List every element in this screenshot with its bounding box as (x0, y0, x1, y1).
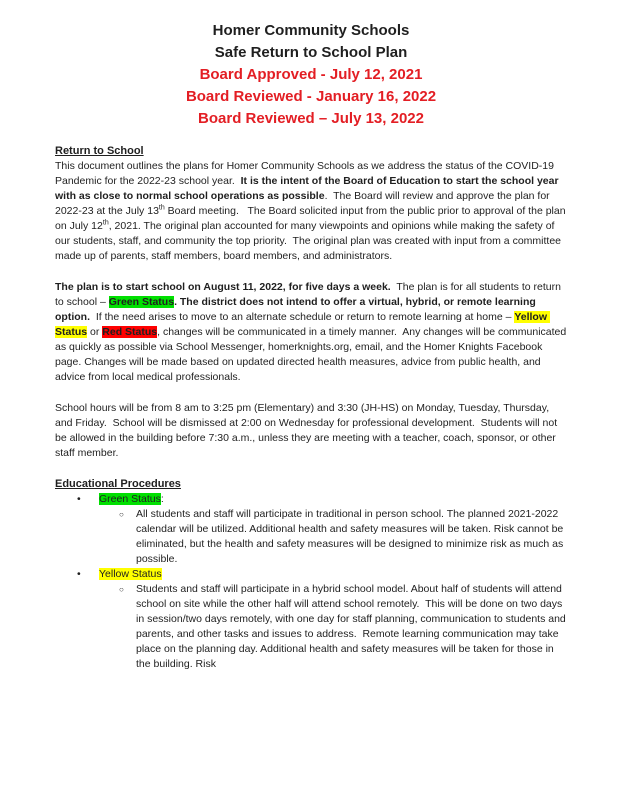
bullet-circle-icon: ○ (119, 510, 124, 519)
text-run: The plan is for all students to return to school – (55, 281, 564, 308)
text-run: It is the intent of the Board of Education to start the school year with as close to normal school operations as possible (55, 175, 562, 202)
document-title: Homer Community Schools (212, 22, 410, 39)
text-run: th (102, 219, 109, 227)
text-run: th (158, 204, 165, 212)
text-run: If the need arises to move to an alternate schedule or return to remote learning at home – (90, 311, 515, 323)
text-run: This document outlines the plans for Homer Community Schools as we address the status of the COVID-19 Pandemic for the 2022-23 school year. (55, 160, 557, 187)
text-run: , 2021. The original plan accounted for many viewpoints and opinions while making the safety of our students, staff, and community the top priority. The original plan was created with input from a committee made up of parents, staff members, board members, and administrators. (55, 220, 564, 262)
paragraph-intro (55, 159, 567, 264)
bullet-green-status-label (99, 492, 567, 507)
text-run: Green Status (99, 493, 161, 505)
bullet-green-status-detail (55, 507, 567, 567)
section-heading-return-to-school: Return to School (55, 145, 144, 157)
text-run: : (160, 493, 164, 505)
text-run: The plan is to start school on August 11, 2022, for five days a week. (55, 281, 391, 293)
bullet-yellow-status (55, 567, 567, 582)
text-run: Board meeting. The Board solicited input from the public prior to approval of the plan on July 12 (55, 205, 569, 232)
paragraph-plan-status (55, 280, 570, 385)
section-heading-educational-procedures: Educational Procedures (55, 478, 181, 490)
bullet-dot-icon: • (77, 568, 81, 580)
board-reviewed-line-2: Board Reviewed – July 13, 2022 (198, 110, 424, 127)
text-run: Yellow Status (99, 568, 162, 580)
text-run: Green Status (108, 296, 175, 308)
text-run: Red Status (102, 326, 158, 338)
document-title-block (55, 20, 567, 130)
paragraph-school-hours: School hours will be from 8 am to 3:25 pm (Elementary) and 3:30 (JH-HS) on Monday, Tuesday, Thursday, and Friday. School will be dismissed at 2:00 on Wednesday for professional development. Students will not be allowed in the building before 7:30 a.m., unless they are meeting with a teacher, coach, sponsor, or other staff member. (55, 402, 561, 459)
bullet-green-status (55, 492, 567, 507)
bullet-yellow-status-detail (55, 582, 567, 672)
bullet-green-status-detail-text: All students and staff will participate in traditional in person school. The planned 2021-2022 calendar will be utilized. Additional health and safety measures will be taken. Risk cannot be eliminated, but the health and safety measures will be designed to minimize risk as much as possible. (136, 508, 567, 565)
board-reviewed-line-1: Board Reviewed - January 16, 2022 (185, 88, 437, 105)
document-subtitle: Safe Return to School Plan (214, 44, 408, 61)
bullet-dot-icon: • (77, 493, 81, 505)
board-approved-line: Board Approved - July 12, 2021 (199, 66, 423, 83)
bullet-circle-icon: ○ (119, 585, 124, 594)
text-run: , changes will be communicated in a timely manner. Any changes will be communicated as quickly as possible via School Messenger, homerknights.org, email, and the Homer Knights Facebook page. Changes will be made based on updated directed health measures, advice from public health, and advice from local medical professionals. (55, 326, 570, 383)
bullet-yellow-status-label (99, 567, 567, 582)
text-run: . The district does not intend to offer a virtual, hybrid, or remote learning option. (55, 296, 539, 323)
text-run: Yellow Status (55, 311, 550, 338)
bullet-yellow-status-detail-text: Students and staff will participate in a hybrid school model. About half of students will attend school on site while the other half will attend school remotely. This will be done on two days in session/two days remotely, with one day for staff planning, communication to students and parents, and other tasks and issues to address. Remote learning communication may take place on the planning day. Additional health and safety measures will be taken for those in the building. Risk (136, 583, 569, 670)
text-run: . The Board will review and approve the plan for 2022-23 at the July 13 (55, 190, 553, 217)
text-run: or (87, 326, 103, 338)
